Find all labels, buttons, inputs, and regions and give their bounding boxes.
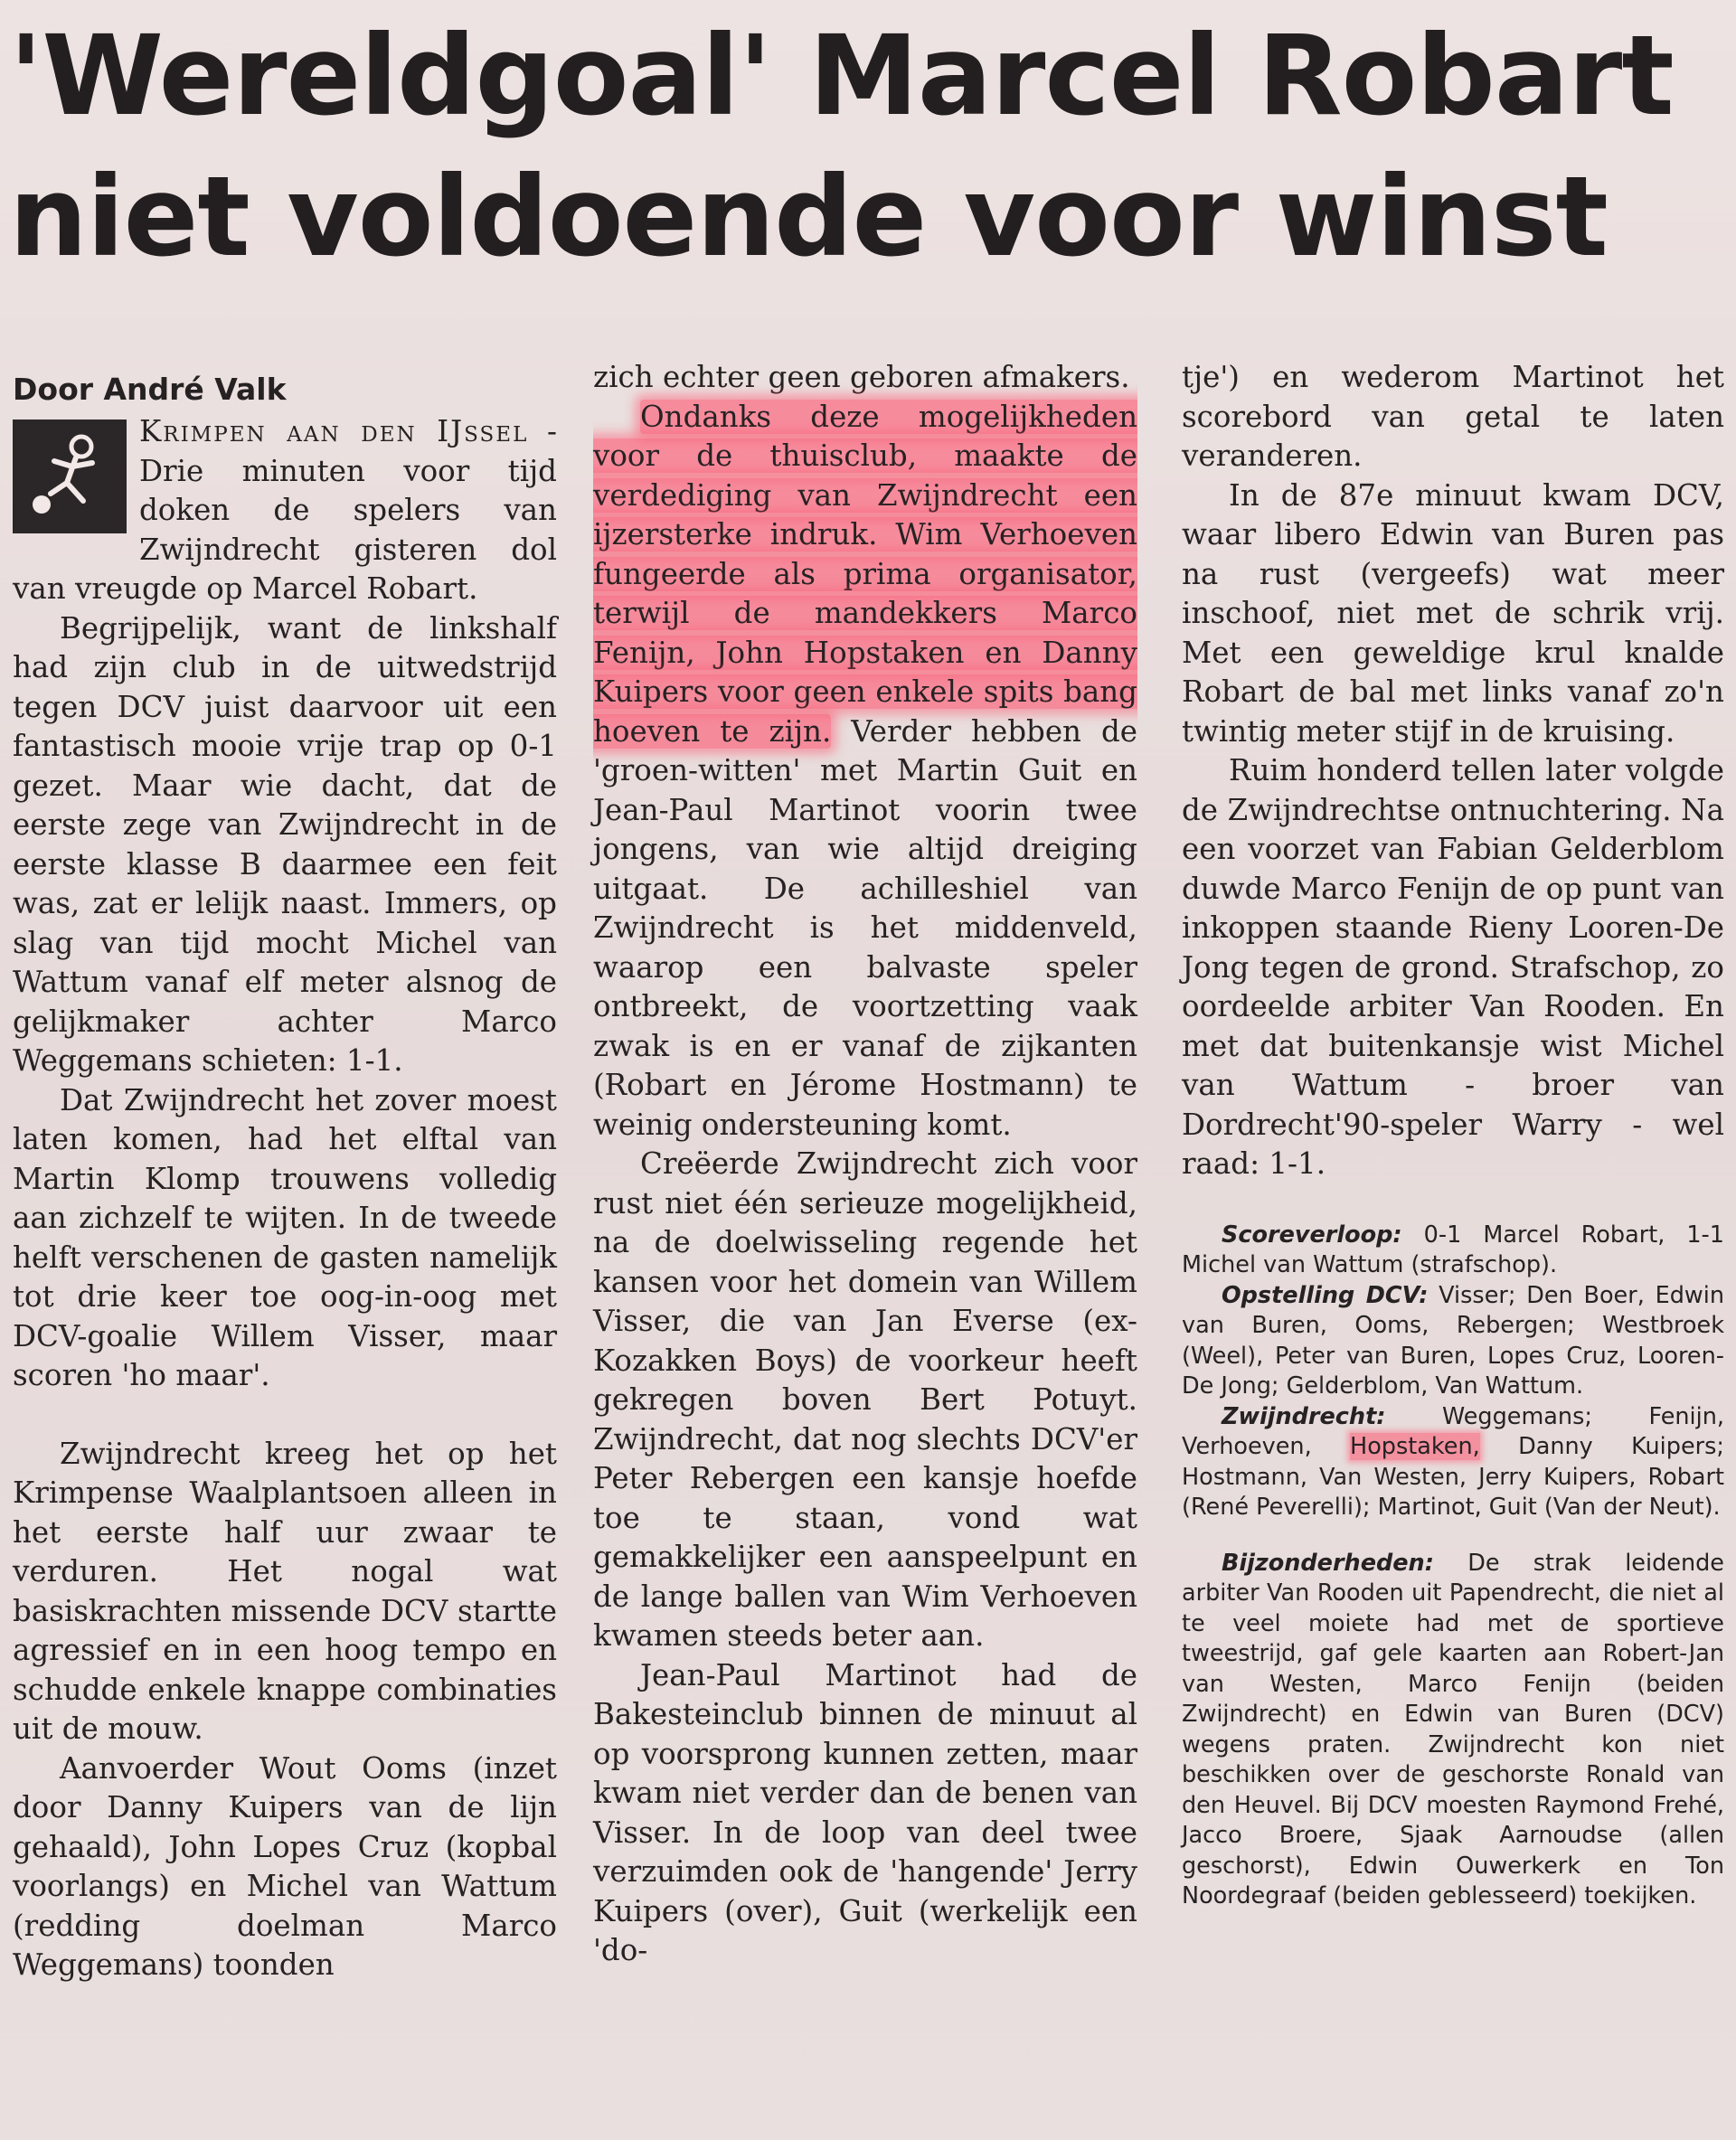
particulars bbox=[1182, 1549, 1724, 1912]
lineup-dcv-text: Visser; Den Boer, Edwin van Buren, Ooms, Rebergen; Westbroek (Weel), Peter van Buren, Lopes Cruz, Looren-De Jong; Gelderblom, Van Wattum. bbox=[1182, 1281, 1724, 1400]
particulars-text: De strak leidende arbiter Van Rooden uit Papendrecht, die niet al te veel moiete had met de sportieve tweestrijd, gaf gele kaarten aan Robert-Jan van Westen, Marco Fenijn (beiden Zwijndrecht) en Edwin van Buren (DCV) wegens praten. Zwijndrecht kon niet beschikken over de geschorste Ronald van den Heuvel. Bij DCV moesten Raymond Frehé, Jacco Broere, Sjaak Aarnoudse (allen geschorst), Edwin Ouwerkerk en Ton Noordegraaf (beiden geblesseerd) toekijken. bbox=[1182, 1549, 1724, 1909]
soccer-player-icon bbox=[13, 420, 127, 533]
lineup-zwijndrecht bbox=[1182, 1402, 1724, 1523]
score-progress bbox=[1182, 1221, 1724, 1281]
paragraph-continuation: Verder hebben de 'groen-witten' met Martin Guit en Jean-Paul Martinot voorin twee jongens, van wie altijd dreiging uitgaat. De achilleshiel van Zwijndrecht is het middenveld, waarop een balvaste speler ontbreekt, de voortzetting vaak zwak is en er vanaf de zijkanten (Robart en Jérome Hostmann) te weinig ondersteuning komt. bbox=[593, 713, 1137, 1142]
paragraph: Ruim honderd tellen later volgde de Zwijndrechtse ontnuchtering. Na een voorzet van Fabian Gelderblom duwde Marco Fenijn de op punt van inkoppen staande Rieny Looren-De Jong tegen de grond. Strafschop, zo oordeelde arbiter Van Rooden. En met dat buitenkansje wist Michel van Wattum - broer van Dordrecht'90-speler Warry - wel raad: 1-1. bbox=[1182, 753, 1724, 1181]
article-column-1 bbox=[13, 358, 557, 1985]
paragraph: Begrijpelijk, want de linkshalf had zijn club in de uitwedstrijd tegen DCV juist daarvoor uit een fantastisch mooie vrije trap op 0-1 gezet. Maar wie dacht, dat de eerste zege van Zwijndrecht in de eerste klasse B daarmee een feit was, zat er lelijk naast. Immers, op slag van tijd mocht Michel van Wattum vanaf elf meter alsnog de gelijkmaker achter Marco Weggemans schieten: 1-1. bbox=[13, 610, 557, 1078]
score-label: Scoreverloop: bbox=[1222, 1221, 1402, 1249]
paragraph: tje') en wederom Martinot het scorebord van getal te laten veranderen. bbox=[1182, 360, 1724, 473]
paragraph: Dat Zwijndrecht het zover moest laten komen, had het elftal van Martin Klomp trouwens volledig aan zichzelf te wijten. In de tweede helft verschenen de gasten namelijk tot drie keer toe oog-in-oog met DCV-goalie Willem Visser, maar scoren 'ho maar'. bbox=[13, 1082, 557, 1392]
highlighted-text: Ondanks deze mogelijkheden voor de thuisclub, maakte de verdediging van Zwijndrecht een ijzersterke indruk. Wim Verhoeven fungeerde als prima organisator, terwijl de mandekkers Marco Fenijn, John Hopstaken en Danny Kuipers voor geen enkele spits bang hoeven te zijn. bbox=[593, 399, 1137, 749]
particulars-label: Bijzonderheden: bbox=[1222, 1549, 1434, 1577]
paragraph: Zwijndrecht kreeg het op het Krimpense Waalplantsoen alleen in het eerste half uur zwaar te verduren. Het nogal wat basiskrachten missende DCV startte agressief en in een hoog tempo en schudde enkele knappe combinaties uit de mouw. bbox=[13, 1436, 557, 1746]
lineup-zwijndrecht-label: Zwijndrecht: bbox=[1222, 1402, 1386, 1430]
lead-text: - Drie minuten voor tijd doken de spelers van Zwijndrecht gisteren dol van vreugde op Marcel Robart. bbox=[13, 414, 557, 606]
lineup-dcv-label: Opstelling DCV: bbox=[1222, 1281, 1429, 1309]
paragraph: In de 87e minuut kwam DCV, waar libero Edwin van Buren pas na rust (vergeefs) wat meer inschoof, niet met de schrik vrij. Met een geweldige krul knalde Robart de bal met links vanaf zo'n twintig meter stijf in de kruising. bbox=[1182, 477, 1724, 749]
lineup-dcv bbox=[1182, 1281, 1724, 1402]
headline bbox=[9, 5, 1727, 288]
byline: Door André Valk bbox=[13, 372, 287, 407]
dateline: Krimpen aan den IJssel bbox=[139, 414, 529, 448]
highlighted-name: Hopstaken, bbox=[1350, 1433, 1480, 1460]
headline-line-1: 'Wereldgoal' Marcel Robart bbox=[9, 12, 1674, 140]
paragraph: Jean-Paul Martinot had de Bakesteinclub binnen de minuut al op voorsprong kunnen zetten, maar kwam niet verder dan de benen van Visser. In de loop van deel twee verzuimden ook de 'hangende' Jerry Kuipers (over), Guit (werkelijk een 'do- bbox=[593, 1657, 1137, 1967]
score-text: 0-1 Marcel Robart, 1-1 Michel van Wattum (strafschop). bbox=[1182, 1221, 1724, 1278]
article-column-2 bbox=[593, 358, 1137, 1971]
article-column-3 bbox=[1182, 358, 1724, 1912]
headline-line-2: niet voldoende voor winst bbox=[9, 153, 1608, 281]
lineup-zwijndrecht-text: Weggemans; Fenijn, Verhoeven, bbox=[1182, 1402, 1724, 1460]
paragraph: zich echter geen geboren afmakers. bbox=[593, 360, 1130, 394]
paragraph: Creëerde Zwijndrecht zich voor rust niet één serieuze mogelijkheid, na de doelwisseling regende het kansen voor het domein van Willem Visser, die van Jan Everse (ex-Kozakken Boys) de voorkeur heeft gekregen boven Bert Potuyt. Zwijndrecht, dat nog slechts DCV'er Peter Rebergen een kansje hoefde toe te staan, vond wat gemakkelijker een aanspeelpunt en de lange ballen van Wim Verhoeven kwamen steeds beter aan. bbox=[593, 1146, 1137, 1653]
match-facts bbox=[1182, 1221, 1724, 1912]
paragraph-highlighted bbox=[593, 398, 1137, 1145]
lineup-zwijndrecht-text-rest: Danny Kuipers; Hostmann, Van Westen, Jerry Kuipers, Robart (René Peverelli); Martinot, Guit (Van der Neut). bbox=[1182, 1433, 1725, 1521]
paragraph: Aanvoerder Wout Ooms (inzet door Danny Kuipers van de lijn gehaald), John Lopes Cruz (kopbal voorlangs) en Michel van Wattum (redding doelman Marco Weggemans) toonden bbox=[13, 1750, 557, 1982]
